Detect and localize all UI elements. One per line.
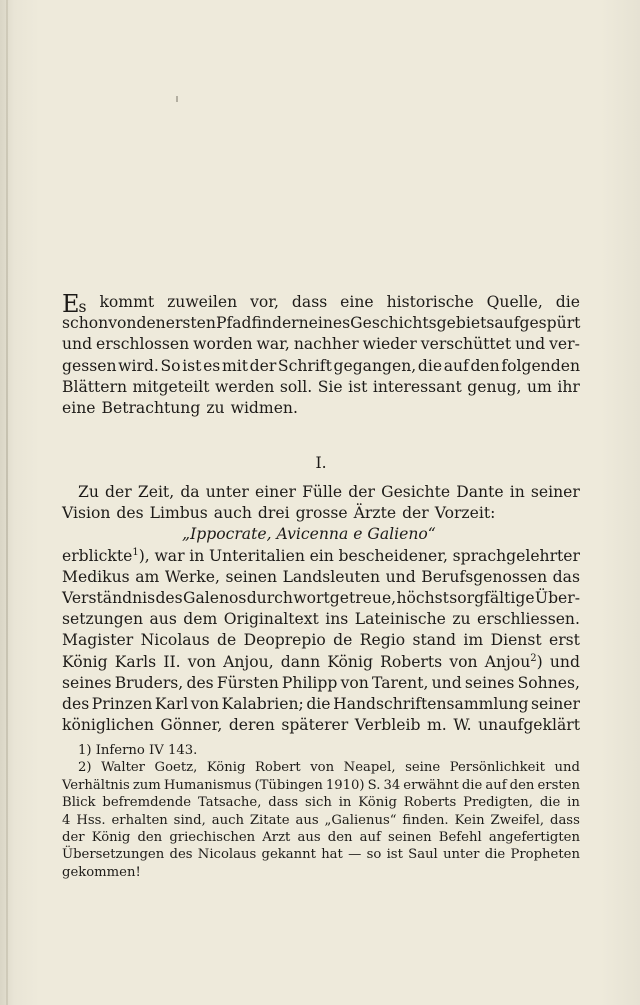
word: eines bbox=[308, 314, 351, 333]
word bbox=[62, 546, 150, 567]
word: im bbox=[463, 631, 484, 650]
word: kommt bbox=[99, 293, 155, 311]
word: verschüttet bbox=[420, 335, 512, 354]
word: Humanismus bbox=[163, 777, 252, 793]
dante-quote bbox=[62, 524, 580, 545]
intro-line-4 bbox=[62, 356, 580, 377]
word: König bbox=[91, 829, 131, 845]
word: gessen bbox=[62, 356, 117, 375]
word: unter bbox=[443, 847, 480, 863]
word: Ärzte bbox=[353, 504, 397, 523]
word: Übersetzungen bbox=[62, 847, 165, 863]
word: des bbox=[155, 588, 183, 607]
word: Sie bbox=[317, 377, 343, 396]
word: höchst bbox=[396, 588, 449, 607]
word: aus bbox=[297, 829, 321, 845]
word: de bbox=[333, 631, 353, 650]
footnote-2-line-6 bbox=[62, 846, 580, 863]
word: 4 bbox=[62, 812, 71, 828]
word: und bbox=[62, 335, 93, 354]
word: sind, bbox=[173, 812, 206, 828]
word: der bbox=[348, 483, 375, 501]
word: seines bbox=[62, 673, 112, 692]
footnote-2-line-7 bbox=[62, 864, 580, 881]
word: Tarent, bbox=[372, 673, 429, 692]
word: erst bbox=[548, 631, 580, 650]
word: zu bbox=[206, 398, 225, 417]
word: nachher bbox=[293, 335, 359, 354]
word: Galenos bbox=[182, 588, 247, 607]
word: Kein bbox=[454, 812, 485, 828]
word: S. bbox=[367, 777, 381, 793]
word: setzungen bbox=[62, 610, 144, 629]
word: Predigten, bbox=[463, 795, 533, 811]
word: Schrift bbox=[277, 356, 332, 375]
word: Verhältnis bbox=[62, 777, 130, 793]
word: sprachgelehrter bbox=[452, 546, 580, 565]
word: und bbox=[554, 760, 580, 776]
word: aus bbox=[295, 812, 319, 828]
word: Medikus bbox=[62, 567, 130, 586]
word: griechischen bbox=[169, 829, 256, 845]
word: eine bbox=[340, 293, 374, 311]
word: war, bbox=[256, 335, 290, 354]
word: auch bbox=[213, 504, 252, 523]
word: ihr bbox=[557, 377, 580, 396]
body-line-8 bbox=[62, 652, 580, 673]
word: dass bbox=[268, 795, 299, 811]
word: wird. bbox=[118, 356, 159, 375]
word: seinen bbox=[225, 567, 278, 586]
word: des bbox=[116, 504, 144, 523]
intro-paragraph bbox=[62, 292, 580, 419]
intro-line-2 bbox=[62, 313, 580, 334]
word bbox=[485, 652, 543, 673]
word: Neapel, bbox=[343, 760, 396, 776]
word: die bbox=[417, 356, 443, 375]
word: Lateinische bbox=[354, 610, 446, 629]
word: erschliessen. bbox=[477, 610, 580, 629]
word: ist bbox=[182, 356, 202, 375]
word: — bbox=[348, 847, 362, 863]
body-line-11 bbox=[62, 715, 580, 736]
word-rest: ) bbox=[536, 652, 543, 671]
word: dann bbox=[280, 652, 321, 671]
word: Quelle, bbox=[486, 293, 543, 311]
word: die bbox=[539, 795, 561, 811]
word: gekannt bbox=[261, 847, 316, 863]
word: Roberts bbox=[403, 795, 457, 811]
word: Handschriftensammlung bbox=[333, 694, 529, 713]
word: erwähnt bbox=[403, 777, 459, 793]
word: Verständnis bbox=[62, 588, 156, 607]
word: den bbox=[470, 356, 500, 375]
word: war bbox=[154, 546, 185, 565]
word: Landsleuten bbox=[282, 567, 381, 586]
word: Originaltext bbox=[223, 610, 319, 629]
word: um bbox=[527, 377, 552, 396]
binding-gutter bbox=[6, 0, 8, 1005]
word: König bbox=[62, 652, 108, 671]
word: dass bbox=[550, 812, 580, 828]
word: aus bbox=[149, 610, 177, 629]
intro-line-6 bbox=[62, 398, 580, 419]
word: seiner bbox=[530, 483, 580, 501]
word: ist bbox=[348, 377, 368, 396]
word: Persönlichkeit bbox=[449, 760, 545, 776]
word: genug, bbox=[467, 377, 522, 396]
word: Karls bbox=[114, 652, 157, 671]
footnote-2-line-3 bbox=[62, 794, 580, 811]
word: zu bbox=[452, 610, 471, 629]
word: auch bbox=[211, 812, 244, 828]
word: Vorzeit: bbox=[434, 504, 496, 523]
body-line-7 bbox=[62, 630, 580, 651]
word: aufgespürt bbox=[494, 314, 581, 333]
word: vor, bbox=[250, 293, 279, 311]
intro-line-3 bbox=[62, 334, 580, 355]
word: wieder bbox=[362, 335, 417, 354]
footnote-1 bbox=[62, 742, 580, 759]
word: folgenden bbox=[501, 356, 580, 375]
word: durch bbox=[246, 588, 293, 607]
word: den bbox=[137, 829, 163, 845]
word bbox=[62, 290, 87, 318]
word: Limbus bbox=[149, 504, 208, 523]
word: Gesichte bbox=[381, 483, 451, 501]
word: Propheten bbox=[510, 847, 580, 863]
word: worden bbox=[193, 335, 253, 354]
word: von bbox=[108, 314, 137, 333]
word: und bbox=[549, 652, 580, 671]
word: den bbox=[327, 829, 353, 845]
word: Werke, bbox=[164, 567, 220, 586]
word: Geschichtsgebiets bbox=[350, 314, 495, 333]
body-line-3 bbox=[62, 546, 580, 567]
word: befremdende bbox=[102, 795, 192, 811]
word: W. bbox=[453, 716, 472, 735]
word: 34 bbox=[383, 777, 401, 793]
word: in bbox=[509, 483, 525, 501]
word: den bbox=[509, 777, 535, 793]
word: ersten bbox=[165, 314, 216, 333]
word: Zweifel, bbox=[490, 812, 545, 828]
word: Verbleib bbox=[354, 716, 421, 735]
word: (Tübingen bbox=[254, 777, 323, 793]
word: Sohnes, bbox=[517, 673, 580, 692]
word: in bbox=[189, 546, 205, 565]
word: auf bbox=[359, 829, 381, 845]
word: Berufsgenossen bbox=[421, 567, 548, 586]
word: historische bbox=[386, 293, 474, 311]
word: seiner bbox=[531, 694, 580, 713]
word: die bbox=[484, 847, 506, 863]
word: werden bbox=[215, 377, 275, 396]
word: deren bbox=[228, 716, 275, 735]
word: mitgeteilt bbox=[132, 377, 210, 396]
word: Tatsache, bbox=[197, 795, 262, 811]
word: der bbox=[402, 504, 429, 523]
word: seines bbox=[464, 673, 515, 692]
paper-speck bbox=[176, 96, 178, 102]
word: so bbox=[366, 847, 382, 863]
word: Befehl bbox=[438, 829, 482, 845]
word: Dante bbox=[456, 483, 504, 501]
word: das bbox=[552, 567, 580, 586]
word: Bruders, bbox=[114, 673, 184, 692]
word: ver- bbox=[549, 335, 580, 354]
word: m. bbox=[427, 716, 447, 735]
word: Zu bbox=[78, 483, 99, 501]
word: Unteritalien bbox=[208, 546, 305, 565]
word: Blick bbox=[62, 795, 96, 811]
word: Walter bbox=[101, 760, 145, 776]
word: zuweilen bbox=[167, 293, 238, 311]
word: ein bbox=[309, 546, 334, 565]
word: drei bbox=[257, 504, 290, 523]
word: gekommen! bbox=[62, 864, 141, 880]
word: die bbox=[461, 777, 483, 793]
word: schon bbox=[62, 314, 109, 333]
word: den bbox=[136, 314, 166, 333]
word: des bbox=[169, 847, 193, 863]
word: auf bbox=[443, 356, 469, 375]
word: und bbox=[515, 335, 546, 354]
word: grosse bbox=[295, 504, 348, 523]
word: die bbox=[555, 293, 580, 311]
footnote-ref-2: 2 bbox=[530, 652, 537, 664]
word: dass bbox=[291, 293, 328, 311]
word: bescheidener, bbox=[338, 546, 448, 565]
word: Blättern bbox=[62, 377, 128, 396]
word: erschlossen bbox=[96, 335, 190, 354]
word: in bbox=[567, 795, 580, 811]
word: Pfadfindern bbox=[215, 314, 309, 333]
word: Kalabrien; bbox=[221, 694, 304, 713]
drop-cap: E bbox=[62, 290, 79, 318]
word: Regio bbox=[359, 631, 406, 650]
word: Nicolaus bbox=[140, 631, 210, 650]
footnotes bbox=[62, 742, 580, 881]
body-line-2 bbox=[62, 503, 580, 524]
body-line-9 bbox=[62, 673, 580, 694]
word: seinen bbox=[388, 829, 432, 845]
word: 2) bbox=[78, 760, 92, 776]
word: Hss. bbox=[76, 812, 106, 828]
word: „Galienus“ bbox=[324, 812, 397, 828]
word: Betrachtung bbox=[101, 398, 201, 417]
footnote-1-text: 1) Inferno IV 143. bbox=[78, 743, 198, 758]
word: Arzt bbox=[262, 829, 291, 845]
body-line-10 bbox=[62, 694, 580, 715]
intro-line-5 bbox=[62, 377, 580, 398]
word: sich bbox=[304, 795, 332, 811]
word: Dienst bbox=[490, 631, 542, 650]
footnote-ref-1: 1 bbox=[132, 546, 139, 558]
word: des bbox=[186, 673, 214, 692]
word: unter bbox=[205, 483, 249, 501]
intro-line-1 bbox=[62, 290, 580, 318]
word: da bbox=[180, 483, 200, 501]
word: von bbox=[187, 652, 216, 671]
word: von bbox=[449, 652, 478, 671]
word: Nicolaus bbox=[197, 847, 257, 863]
word: wortgetreue, bbox=[293, 588, 397, 607]
word: Über- bbox=[534, 588, 580, 607]
section-number: I. bbox=[315, 454, 327, 472]
word: auf bbox=[485, 777, 507, 793]
footnote-2-line-4 bbox=[62, 812, 580, 829]
word: ist bbox=[386, 847, 403, 863]
word: de bbox=[217, 631, 237, 650]
word: Robert bbox=[254, 760, 301, 776]
word: späterer bbox=[281, 716, 349, 735]
word-text: erblickte bbox=[62, 546, 133, 565]
body-line-1 bbox=[62, 482, 580, 503]
body-line-4 bbox=[62, 567, 580, 588]
word: stand bbox=[412, 631, 457, 650]
word: König bbox=[206, 760, 246, 776]
footnote-2-line-5 bbox=[62, 829, 580, 846]
word: sorgfältige bbox=[449, 588, 535, 607]
word: in bbox=[338, 795, 352, 811]
word: zum bbox=[132, 777, 161, 793]
word: Magister bbox=[62, 631, 134, 650]
word: 1910) bbox=[325, 777, 365, 793]
word: Fürsten bbox=[216, 673, 279, 692]
word: ersten bbox=[537, 777, 580, 793]
word: ins bbox=[325, 610, 349, 629]
word: König bbox=[327, 652, 373, 671]
word: einer bbox=[254, 483, 296, 501]
word: angefertigten bbox=[488, 829, 580, 845]
word: eine bbox=[62, 398, 96, 417]
word: von bbox=[340, 673, 369, 692]
word-rest: s bbox=[78, 298, 87, 316]
word: finden. bbox=[402, 812, 449, 828]
word: der bbox=[249, 356, 277, 375]
word: von bbox=[310, 760, 335, 776]
word-rest: ), bbox=[138, 546, 150, 565]
word: Zitate bbox=[249, 812, 290, 828]
word: Goetz, bbox=[154, 760, 198, 776]
word: der bbox=[105, 483, 132, 501]
quote-text: „Ippocrate, Avicenna e Galieno“ bbox=[182, 525, 436, 544]
word: der bbox=[62, 829, 85, 845]
word: seine bbox=[405, 760, 441, 776]
word: erhalten bbox=[111, 812, 168, 828]
word: und bbox=[431, 673, 462, 692]
word: dem bbox=[183, 610, 218, 629]
word: gegangen, bbox=[333, 356, 417, 375]
word: Gönner, bbox=[160, 716, 223, 735]
footnote-2-line-1 bbox=[62, 759, 580, 776]
word: II. bbox=[163, 652, 181, 671]
word: Karl bbox=[154, 694, 189, 713]
word: König bbox=[358, 795, 397, 811]
word: mit bbox=[221, 356, 248, 375]
word-text: Anjou bbox=[484, 652, 531, 671]
word: Deoprepio bbox=[243, 631, 326, 650]
word: interessant bbox=[372, 377, 462, 396]
word: Philipp bbox=[281, 673, 338, 692]
word: am bbox=[135, 567, 160, 586]
word: Zeit, bbox=[137, 483, 175, 501]
footnote-2-line-2 bbox=[62, 777, 580, 794]
body-paragraph bbox=[62, 482, 580, 736]
word: königlichen bbox=[62, 716, 154, 735]
word: soll. bbox=[279, 377, 313, 396]
word: Anjou, bbox=[223, 652, 274, 671]
word: widmen. bbox=[230, 398, 298, 417]
word: Prinzen bbox=[91, 694, 153, 713]
word: hat bbox=[321, 847, 343, 863]
word: Roberts bbox=[380, 652, 443, 671]
word: von bbox=[190, 694, 220, 713]
word: unaufgeklärt bbox=[478, 716, 580, 735]
word: die bbox=[306, 694, 331, 713]
word: und bbox=[385, 567, 416, 586]
word: es bbox=[203, 356, 221, 375]
body-line-6 bbox=[62, 609, 580, 630]
word: Vision bbox=[62, 504, 111, 523]
word: So bbox=[160, 356, 181, 375]
word: des bbox=[62, 694, 90, 713]
word: Fülle bbox=[302, 483, 343, 501]
word: Saul bbox=[408, 847, 438, 863]
body-line-5 bbox=[62, 588, 580, 609]
